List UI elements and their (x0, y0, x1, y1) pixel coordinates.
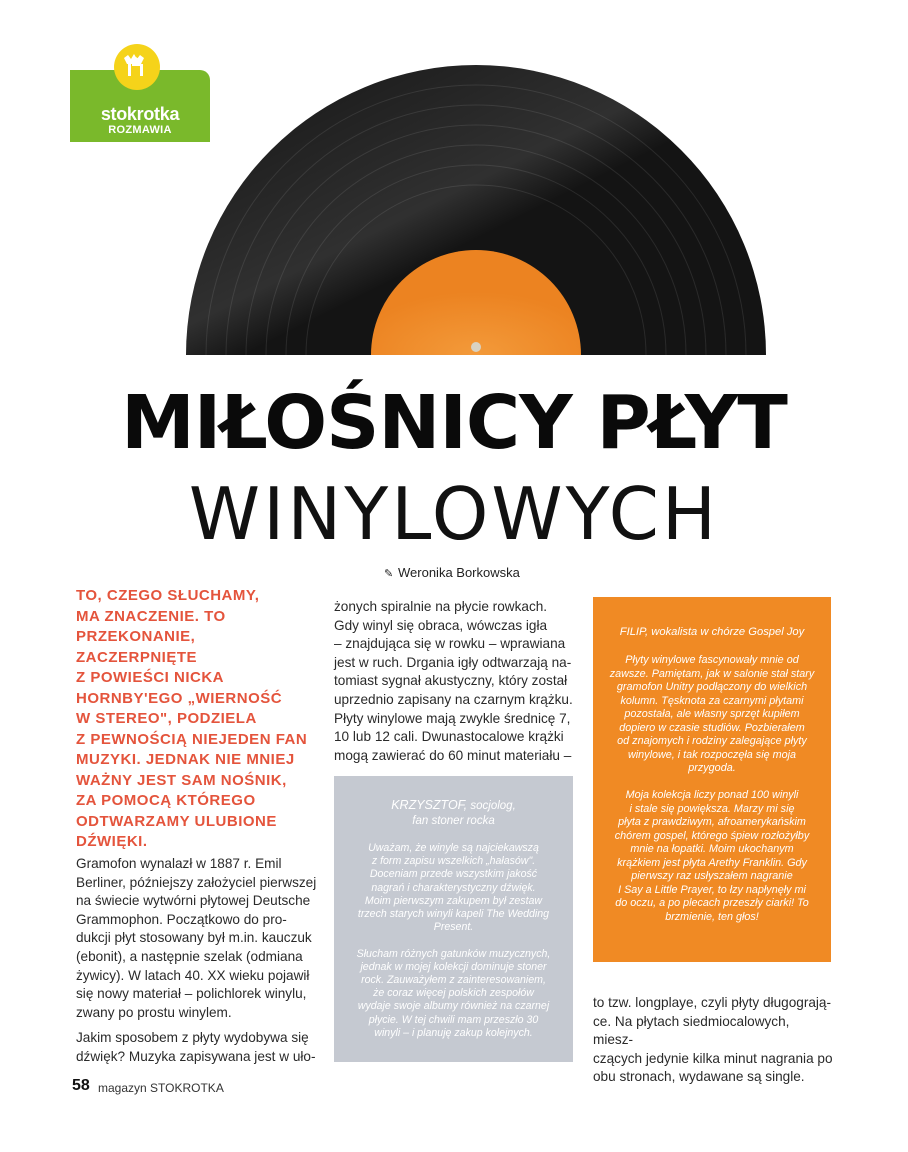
vinyl-record-image (186, 65, 766, 355)
body-paragraph-3: żonych spiralnie na płycie rowkach. Gdy winyl się obraca, wówczas igła – znajdująca się w rowku – wprawiana jest w ruch. Drgania igły odtwarzają na- tomiast sygnał akustyczny, który został uprzednio zapisany na czarnym krążku. Płyty winylowe mają zwykle średnicę 7, 10 lub 12 cali. Dwunastocalowe krążki mogą zawierać do 60 minut materiału – (334, 599, 573, 763)
quote-krzysztof-name: KRZYSZTOF, (391, 798, 468, 812)
headline-line-2: WINYLOWYCH (188, 472, 720, 556)
brand-name: stokrotka (100, 104, 180, 124)
lead-paragraph: TO, CZEGO SŁUCHAMY, MA ZNACZENIE. TO PRZEKONANIE, ZACZERPNIĘTE Z POWIEŚCI NICKA HORNBY'EGO „WIERNOŚĆ W STEREO", PODZIELA Z PEWNOŚCIĄ NIEJEDEN FAN MUZYKI. JEDNAK NIE MNIEJ WAŻNY JEST SAM NOŚNIK, ZA POMOCĄ KTÓREGO ODTWARZAMY ULUBIONE DŹWIĘKI. (76, 587, 308, 850)
quote-krzysztof-heading (334, 798, 573, 829)
daisy-logo-icon (114, 44, 160, 90)
body-paragraph-4: to tzw. longplaye, czyli płyty długograją- ce. Na płytach siedmiocalowych, miesz- czących jedynie kilka minut nagrania po obu stronach, wydawane są single. (593, 995, 833, 1085)
quote-krzysztof-text: Uważam, że winyle są najciekawszą z form zapisu wszelkich „hałasów". Doceniam przede wszystkim jakość nagrań i charakterystyczny dźwięk. Moim pierwszym zakupem był zestaw trzech starych winyli kapeli The Wedding Present. Słucham różnych gatunków muzycznych, jednak w mojej kolekcji dominuje stoner rock. Zauważyłem z zainteresowaniem, że coraz więcej polskich zespołów wydaje swoje albumy również na czarnej płycie. W tej chwili mam przeszło 30 winyli – i planuję zakup kolejnych. (356, 842, 551, 1039)
body-paragraph-1: Gramofon wynalazł w 1887 r. Emil Berliner, późniejszy założyciel pierwszej na świecie wytwórni płytowej Deutsche Grammophon. Początkowo do pro- dukcji płyt stosowany był m.in. kauczuk (ebonit), a następnie szelak (odmiana żywicy). W latach 40. XX wieku pojawił się nowy materiał – polichlorek winylu, zwany po prostu winylem. (76, 856, 317, 1020)
author-name: Weronika Borkowska (398, 565, 520, 580)
pen-icon: ✎ (384, 568, 394, 580)
brand-subtitle: ROZMAWIA (108, 124, 172, 136)
quote-krzysztof-role-2: fan stoner rocka (412, 815, 495, 827)
page-number: 58 (72, 1077, 90, 1094)
quote-filip-text: Płyty winylowe fascynowały mnie od zawsze. Pamiętam, jak w salonie stał stary gramofon Unitry podłączony do wielkich kolumn. Tęsknota za czarnymi płytami pozostała, ale własny sprzęt kupiłem dopiero w czasie studiów. Pozbierałem od znajomych i rodziny zalegające płyty winylowe, i tak rozpoczęła się moja przygoda. Moja kolekcja liczy ponad 100 winyli i stale się powiększa. Marzy mi się płyta z prawdziwym, afroamerykańskim chórem gospel, którego śpiew rozłożyłby mnie na łopatki. Moim ukochanym krążkiem jest płyta Arethy Franklin. Gdy pierwszy raz usłyszałem nagranie I Say a Little Prayer, to łzy napłynęły mi do oczu, a po plecach przeszły ciarki! To brzmienie, ten głos! (609, 654, 815, 923)
body-paragraph-2: Jakim sposobem z płyty wydobywa się dźwięk? Muzyka zapisywana jest w uło- (76, 1030, 316, 1064)
magazine-name: magazyn STOKROTKA (98, 1081, 224, 1095)
quote-filip-heading: FILIP, wokalista w chórze Gospel Joy (619, 626, 805, 638)
author-byline (384, 565, 520, 580)
headline-line-1: MIŁOŚNICY PŁYT (121, 380, 787, 466)
quote-krzysztof-role: socjolog, (470, 800, 516, 812)
